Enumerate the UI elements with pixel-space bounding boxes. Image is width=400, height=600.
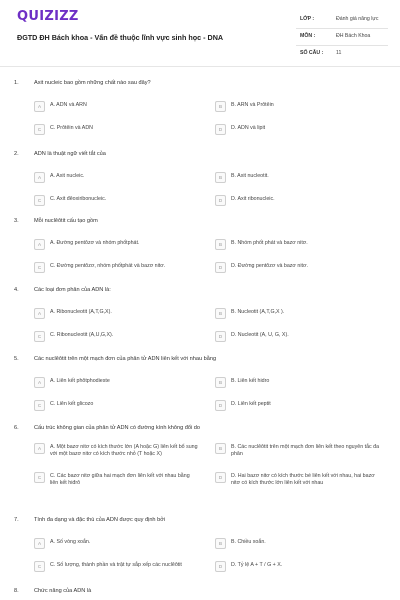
question-number: 4. [14,287,19,293]
question-text: ADN là thuật ngữ viết tắt của [34,151,106,157]
option-letter-box: A [34,172,45,183]
meta-info-table [296,12,388,62]
option-text: A. Ribonucleotit (A,T,G,X). [50,309,112,315]
option-letter-box: B [215,239,226,250]
question-text: Tính đa dạng và đặc thù của ADN được quy định bởi [34,517,166,523]
header-divider [0,66,400,67]
option-letter-box: C [34,195,45,206]
option-letter-box: C [34,472,45,483]
option-letter-box: B [215,538,226,549]
option-letter-box: B [215,377,226,388]
question-text: Các loại đơn phân của ADN là: [34,287,111,293]
question-text: Các nuclêôtit trên một mạch đơn của phân tử ADN liên kết với nhau bằng [34,356,217,362]
option-letter-box: A [34,239,45,250]
worksheet-header [0,0,400,66]
option-letter-box: C [34,262,45,273]
option-letter-box: D [215,400,226,411]
option-letter-box: C [34,400,45,411]
option-text: C. Axit đêoxiribonucleic. [50,196,107,202]
option-text: A. Axit nucleic. [50,173,85,179]
meta-row-count [296,46,388,62]
option-text: D. Đường pentôzơ và bazơ nitơ. [231,263,308,269]
question-number: 2. [14,151,19,157]
option-letter-box: C [34,124,45,135]
question-text: Cấu trúc không gian của phân tử ADN có đường kính không đổi do [34,425,201,431]
option-letter-box: D [215,331,226,342]
question-text: Chức năng của ADN là [34,588,92,594]
question-number: 6. [14,425,19,431]
option-letter-box: D [215,124,226,135]
subject-value: ĐH Bách Khoa [336,33,371,39]
meta-row-class [296,12,388,29]
option-text: D. Tỷ lệ A + T / G + X. [231,562,283,568]
option-text: D. ADN và lipit [231,125,266,131]
option-letter-box: B [215,101,226,112]
option-letter-box: B [215,443,226,454]
class-value: Đánh giá năng lực [336,16,379,22]
option-letter-box: C [34,331,45,342]
option-letter-box: B [215,172,226,183]
option-letter-box: A [34,538,45,549]
question-number: 7. [14,517,19,523]
option-letter-box: D [215,195,226,206]
option-letter-box: A [34,443,45,454]
option-text: B. Nhóm phốt phát và bazơ nitơ. [231,240,308,246]
option-text: A. Số vòng xoắn. [50,539,91,545]
question-number: 5. [14,356,19,362]
option-letter-box: D [215,472,226,483]
option-text: A. Một bazơ nitơ có kích thước lớn (A hoặc G) liên kết bổ sung với một bazơ nitơ có kích thước nhỏ (T hoặc X) [50,444,198,457]
option-text: D. Liên kết peptit [231,401,271,407]
quizizz-logo: QUIZIZZ [17,9,79,24]
question-text: Axit nucleic bao gồm những chất nào sau đây? [34,80,151,86]
option-text: D. Nucleotit (A, U, G, X). [231,332,289,338]
option-text: C. Prôtêin và ADN [50,125,93,131]
question-number: 1. [14,80,19,86]
option-letter-box: D [215,561,226,572]
option-text: B. Nucleotit (A,T,G,X ). [231,309,285,315]
option-text: C. Liên kết glicozo [50,401,94,407]
option-letter-box: A [34,101,45,112]
question-text: Mỗi nuclêôtit cấu tạo gồm [34,218,98,224]
question-number: 3. [14,218,19,224]
option-text: C. Các bazơ nitơ giữa hai mạch đơn liên kết với nhau bằng liên kết hiđrô [50,473,190,486]
option-letter-box: B [215,308,226,319]
option-text: A. ADN và ARN [50,102,87,108]
option-text: A. Đường pentôzơ và nhóm phốtphát. [50,240,140,246]
option-letter-box: A [34,377,45,388]
option-letter-box: D [215,262,226,273]
meta-row-subject [296,29,388,46]
option-text: B. ARN và Prôtêin [231,102,274,108]
option-text: A. Liên kết phôtphodieste [50,378,110,384]
option-text: B. Chiều xoắn. [231,539,266,545]
question-count-value: 11 [336,50,342,56]
option-letter-box: C [34,561,45,572]
option-text: B. Axit nucleotit. [231,173,269,179]
question-count-label: SỐ CÂU : [300,50,324,56]
question-number: 8. [14,588,19,594]
option-text: D. Hai bazơ nitơ có kích thước bé liên kết với nhau, hai bazơ nitơ có kích thước lớn liên kết với nhau [231,473,375,486]
page-title: ĐGTD ĐH Bách khoa - Vấn đề thuộc lĩnh vực sinh học - DNA [17,33,224,42]
option-letter-box: A [34,308,45,319]
option-text: C. Ribonucleotit (A,U,G,X). [50,332,114,338]
option-text: D. Axit ribonucleic. [231,196,275,202]
option-text: B. Các nuclêôtit trên một mạch đơn liên kết theo nguyên tắc đa phân [231,444,380,457]
class-label: LỚP : [300,16,315,22]
option-text: C. Số lượng, thành phần và trật tự sắp xếp các nuclêôtit [50,562,182,568]
option-text: C. Đường pentôzơ, nhóm phốtphát và bazơ nitơ. [50,263,166,269]
subject-label: MÔN : [300,33,316,39]
option-text: B. Liên kết hidro [231,378,270,384]
